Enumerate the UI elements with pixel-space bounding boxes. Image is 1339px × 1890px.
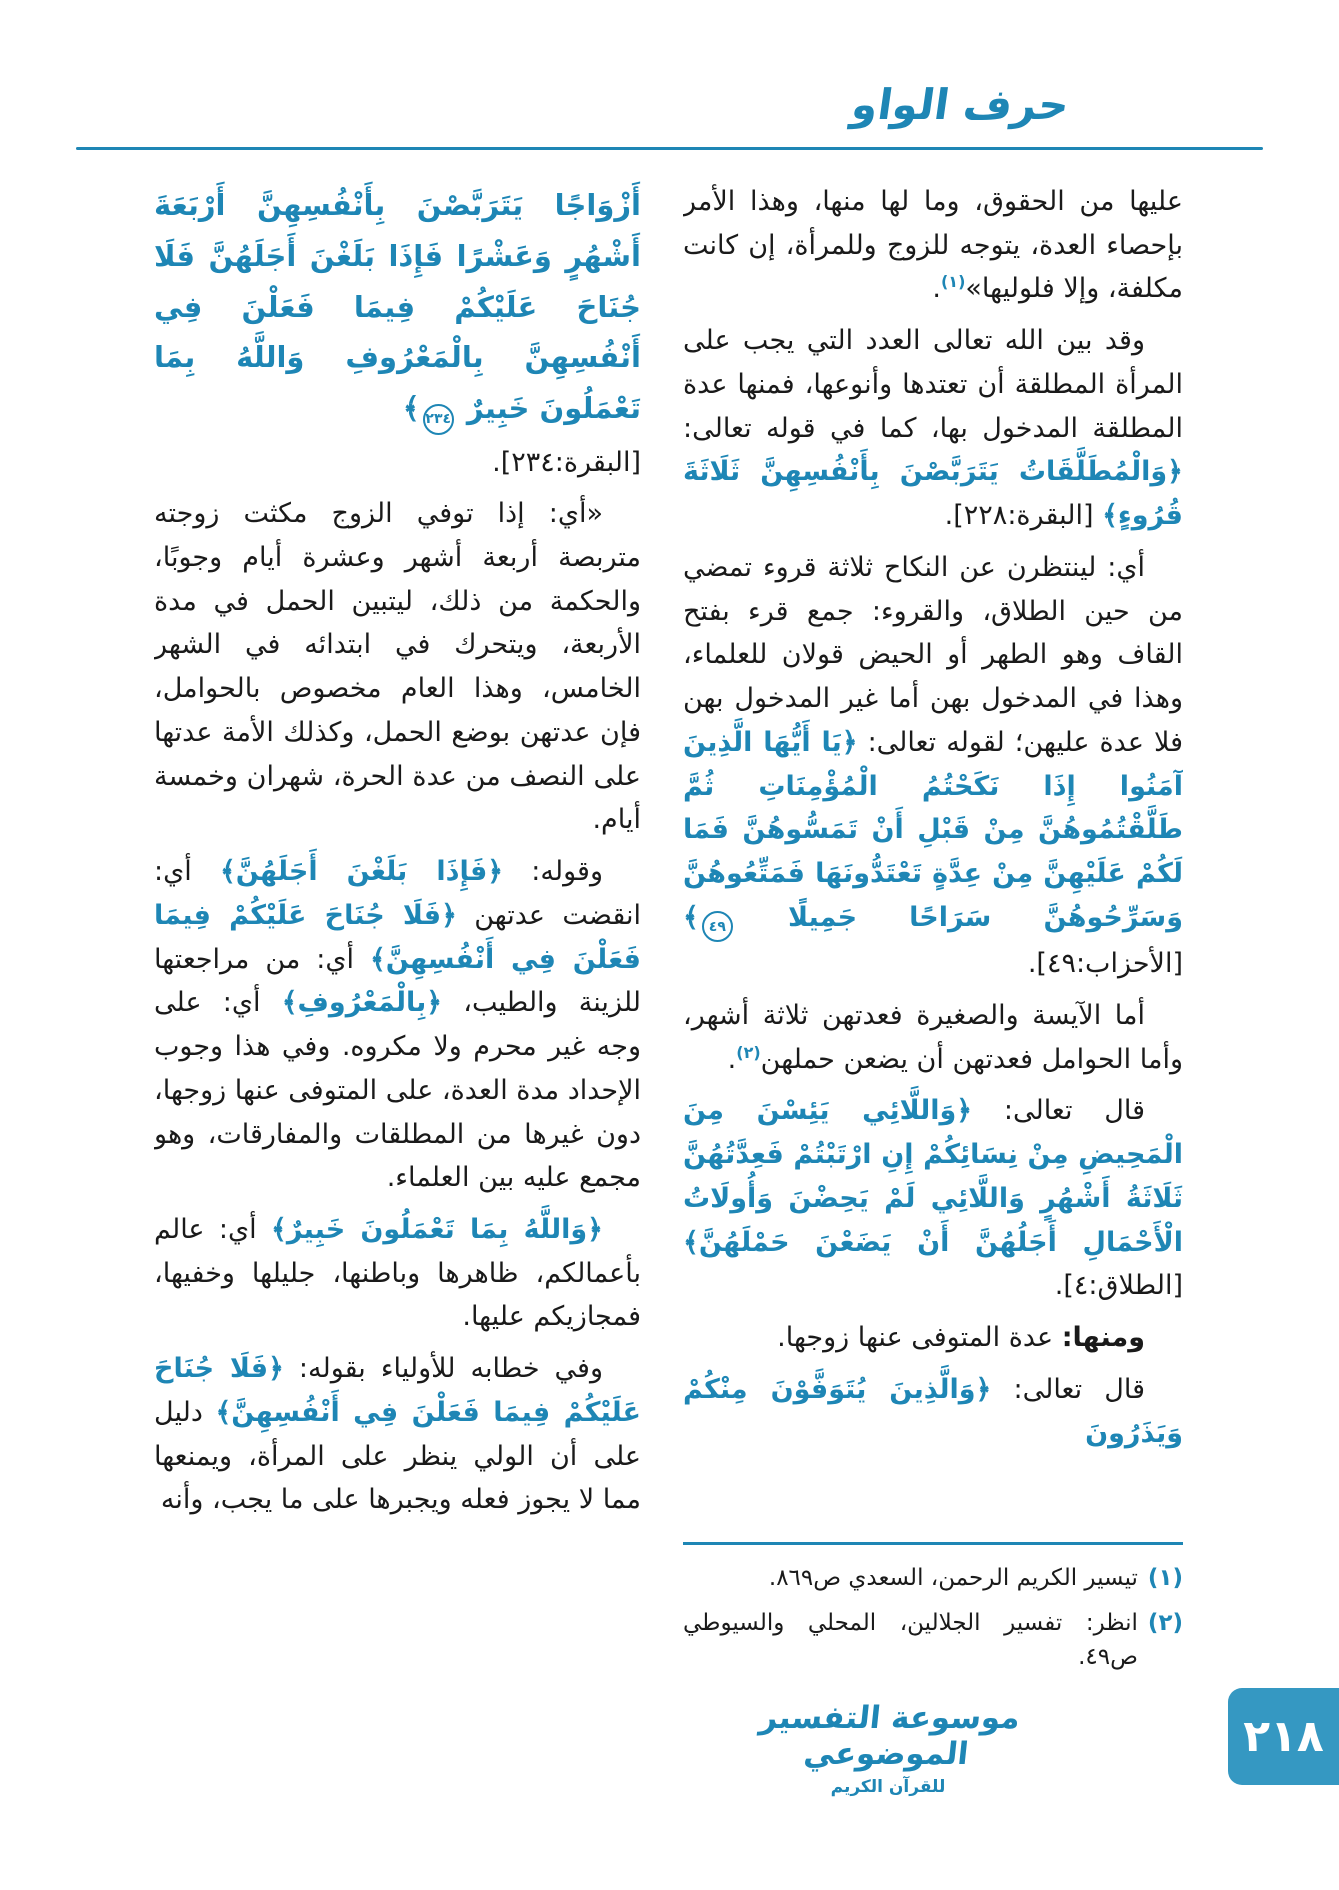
quran-text: ﴿فَلَا جُنَاحَ عَلَيْكُمْ فِيمَا فَعَلْنَ فِي أَنْفُسِهِنَّ﴾ xyxy=(154,1353,641,1428)
footnote-marker: (١) xyxy=(940,272,966,292)
footnote-item xyxy=(683,1606,1183,1675)
quran-text: أَزْوَاجًا يَتَرَبَّصْنَ بِأَنْفُسِهِنَّ أَرْبَعَةَ أَشْهُرٍ وَعَشْرًا فَإِذَا بَلَغْنَ أَجَلَهُنَّ فَلَا جُنَاحَ عَلَيْكُمْ فِيمَا فَعَلْنَ فِي أَنْفُسِهِنَّ بِالْمَعْرُوفِ وَاللَّهُ بِمَا تَعْمَلُونَ خَبِيرٌ xyxy=(154,188,641,425)
body-text: وفي خطابه للأولياء بقوله: xyxy=(283,1353,603,1385)
quran-text: ﴿فَإِذَا بَلَغْنَ أَجَلَهُنَّ﴾ xyxy=(219,856,504,888)
quran-text: ﴿وَاللَّائِي يَئِسْنَ مِنَ الْمَحِيضِ مِنْ نِسَائِكُمْ إِنِ ارْتَبْتُمْ فَعِدَّتُهُنَّ ثَلَاثَةُ أَشْهُرٍ وَاللَّائِي لَمْ يَحِضْنَ وَأُولَاتُ الْأَحْمَالِ أَجَلُهُنَّ أَنْ يَضَعْنَ حَمْلَهُنَّ﴾ xyxy=(683,1095,1183,1258)
ayah-number-medallion: ٢٣٤ xyxy=(423,404,454,435)
paragraph xyxy=(683,180,1183,311)
quran-text: ﴿وَالَّذِينَ يُتَوَفَّوْنَ مِنْكُمْ وَيَذَرُونَ xyxy=(683,1373,1183,1449)
body-text: قال تعالى: xyxy=(972,1095,1145,1127)
paragraph xyxy=(683,1316,1183,1360)
body-text: أي: لينتظرن عن النكاح ثلاثة قروء تمضي من حين الطلاق، والقروء: جمع قرء بفتح القاف وهو الطهر أو الحيض قولان للعلماء، وهذا في المدخول بهن أما غير المدخول بهن فلا عدة عليهن؛ لقوله تعالى: xyxy=(683,551,1183,758)
body-text: أي: عالم بأعمالكم، ظاهرها وباطنها، جليلها وخفيها، فمجازيكم عليها. xyxy=(154,1213,641,1333)
body-text: وقد بين الله تعالى العدد التي يجب على المرأة المطلقة أن تعتدها وأنوعها، فمنها عدة المطلقة المدخول بها، كما في قوله تعالى: xyxy=(683,325,1183,444)
paragraph xyxy=(683,994,1183,1081)
paragraph xyxy=(683,1368,1183,1455)
body-text: عدة المتوفى عنها زوجها. xyxy=(777,1322,1062,1354)
quran-text: ﴿وَالْمُطَلَّقَاتُ يَتَرَبَّصْنَ بِأَنْفُسِهِنَّ ثَلَاثَةَ قُرُوءٍ﴾ xyxy=(683,456,1183,532)
paragraph xyxy=(683,1089,1183,1308)
footnote-marker: (٢) xyxy=(736,1042,761,1062)
quran-text: ﴿فَلَا جُنَاحَ عَلَيْكُمْ فِيمَا فَعَلْنَ فِي أَنْفُسِهِنَّ﴾ xyxy=(154,899,641,975)
footnotes-section xyxy=(683,1542,1183,1685)
body-text: وقوله: xyxy=(503,856,603,888)
body-text: أي: انقضت عدتهن xyxy=(154,856,641,931)
body-text-bold: ومنها: xyxy=(1061,1322,1145,1354)
publisher-logo xyxy=(723,1700,1053,1797)
footnote-text: انظر: تفسير الجلالين، المحلي والسيوطي ص٤٩. xyxy=(683,1609,1138,1670)
quran-text: ﴾ xyxy=(402,391,420,425)
footnote-number: (١) xyxy=(1147,1565,1183,1591)
quran-text: ﴾ xyxy=(683,901,699,933)
quran-text: ﴿وَاللَّهُ بِمَا تَعْمَلُونَ خَبِيرٌ﴾ xyxy=(271,1213,603,1245)
paragraph xyxy=(154,441,641,485)
footnote-number: (٢) xyxy=(1147,1609,1183,1636)
paragraph xyxy=(683,546,1183,986)
paragraph xyxy=(154,492,641,842)
body-text: [الطلاق:٤]. xyxy=(1054,1270,1183,1302)
paragraph xyxy=(154,1347,641,1522)
paragraph xyxy=(683,319,1183,538)
body-text: أما الآيسة والصغيرة فعدتهن ثلاثة أشهر، وأما الحوامل فعدتهن أن يضعن حملهن xyxy=(683,999,1183,1075)
header-divider xyxy=(76,147,1263,150)
ayah-number-medallion: ٤٩ xyxy=(702,911,733,942)
body-text: . xyxy=(727,1043,737,1075)
body-text: عليها من الحقوق، وما لها منها، وهذا الأمر بإحصاء العدة، يتوجه للزوج وللمرأة، إن كانت مكلفة، وإلا فلوليها» xyxy=(683,186,1183,305)
quran-verse-block xyxy=(154,180,641,435)
page-number-badge xyxy=(1228,1688,1339,1785)
paragraph xyxy=(154,1208,641,1339)
body-text: [البقرة:٢٣٤]. xyxy=(492,446,641,478)
paragraph xyxy=(154,850,641,1200)
body-text: أي: من مراجعتها للزينة والطيب، xyxy=(154,943,641,1019)
body-text: دليل على أن الولي ينظر على المرأة، ويمنعها مما لا يجوز فعله ويجبرها على ما يجب، وأنه xyxy=(154,1396,641,1516)
publisher-logo-subtitle: للقرآن الكريم xyxy=(830,1777,946,1797)
quran-text: ﴿بِالْمَعْرُوفِ﴾ xyxy=(281,987,443,1019)
body-text: أي: على وجه غير محرم ولا مكروه. وفي هذا وجوب الإحداد مدة العدة، على المتوفى عنها زوجها، دون غيرها من المطلقات والمفارقات، وهو مجمع عليه بين العلماء. xyxy=(154,987,641,1194)
body-text: «أي: إذا توفي الزوج مكثت زوجته متربصة أربعة أشهر وعشرة أيام وجوبًا، والحكمة من ذلك، ليتبين الحمل في مدة الأربعة، ويتحرك في ابتدائه في الشهر الخامس، وهذا العام مخصوص بالحوامل، فإن عدتهن بوضع الحمل، وكذلك الأمة عدتها على النصف من عدة الحرة، شهران وخمسة أيام. xyxy=(154,498,641,836)
text-column-left xyxy=(154,180,641,1680)
body-text: قال تعالى: xyxy=(991,1373,1145,1405)
quran-text: ﴿يَا أَيُّهَا الَّذِينَ آمَنُوا إِذَا نَكَحْتُمُ الْمُؤْمِنَاتِ ثُمَّ طَلَّقْتُمُوهُنَّ مِنْ قَبْلِ أَنْ تَمَسُّوهُنَّ فَمَا لَكُمْ عَلَيْهِنَّ مِنْ عِدَّةٍ تَعْتَدُّونَهَا فَمَتِّعُوهُنَّ وَسَرِّحُوهُنَّ سَرَاحًا جَمِيلًا xyxy=(683,726,1183,933)
body-text: [البقرة:٢٢٨]. xyxy=(944,500,1103,532)
chapter-heading: حرف الواو xyxy=(848,80,1073,129)
body-text: . xyxy=(932,273,941,305)
publisher-logo-title: موسوعة التفسير الموضوعي xyxy=(757,1700,1022,1772)
footnote-item xyxy=(683,1561,1183,1596)
body-text: [الأحزاب:٤٩]. xyxy=(1027,948,1183,980)
page-number: ٢١٨ xyxy=(1243,1711,1324,1762)
footnote-text: تيسير الكريم الرحمن، السعدي ص٨٦٩. xyxy=(768,1565,1138,1591)
text-column-right xyxy=(683,180,1183,1532)
